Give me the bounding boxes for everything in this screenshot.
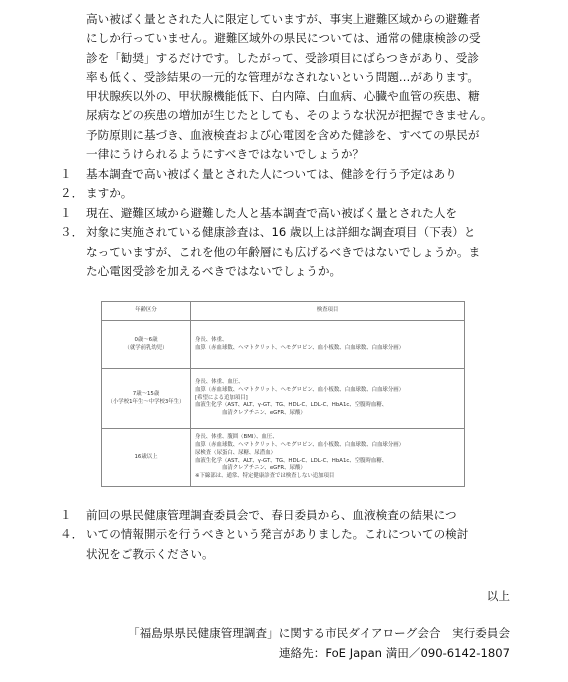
table-row (102, 369, 465, 429)
closing-mark: 以上 (486, 589, 510, 603)
contact-info: 連絡先：FoE Japan 満田／090-6142-1807 (278, 646, 510, 660)
exam-items-table (101, 301, 465, 487)
age-cell: 7歳〜15歳 （小学校1年生〜中学校3年生） (102, 369, 191, 429)
table-header-row (102, 302, 465, 321)
items-cell: 身長、体重、腹囲（BMI）、血圧、 血算（赤血球数、ヘマトクリット、ヘモグロビン、血小板数、白血球数、白血球分画） 尿検査（尿蛋白、尿糖、尿潜血） 血液生化学（AST、ALT、γ-GT、TG、HDL-C、LDL-C、HbA1c、空腹時血糖、 血清クレアチニン、eGFR、尿酸） ※下線部は、通常、特定健康診査では検査しない追加項目 (191, 429, 465, 487)
question-number: １４． (60, 508, 84, 542)
table-header-age: 年齢区分 (102, 302, 191, 321)
question-number: １３． (60, 206, 84, 240)
question-text: 現在、避難区域から避難した人と基本調査で高い被ばく量とされた人を 対象に実施されている健康診査は、16 歳以上は詳細な調査項目（下表）と なっていますが、これを他の年齢層にも広げるべきではないでしょうか。ま た心電図受診を加えるべきではないでしょうか。 (86, 206, 481, 278)
table-header-items: 検査項目 (191, 302, 465, 321)
question-text: 前回の県民健康管理調査委員会で、春日委員から、血液検査の結果につ いての情報開示を行うべきという発言がありました。これについての検討 状況をご教示ください。 (86, 508, 469, 561)
age-cell: 16歳以上 (102, 429, 191, 487)
items-cell: 身長、体重、血圧、 血算（赤血球数、ヘマトクリット、ヘモグロビン、血小板数、白血球数、白血球分画） [希望による追加項目] 血液生化学（AST、ALT、γ-GT、TG、HDL-C、LDL-C、HbA1c、空腹時血糖、 血清クレアチニン、eGFR、尿酸） (191, 369, 465, 429)
question-number: １２． (60, 167, 84, 201)
table-row (102, 321, 465, 369)
age-cell: 0歳〜6歳 （就学前乳幼児） (102, 321, 191, 369)
items-cell: 身長、体重、 血算（赤血球数、ヘマトクリット、ヘモグロビン、血小板数、白血球数、白血球分画） (191, 321, 465, 369)
organization-name: 「福島県県民健康管理調査」に関する市民ダイアローグ会合 実行委員会 (127, 626, 510, 640)
table-row (102, 429, 465, 487)
intro-paragraph: 高い被ばく量とされた人に限定していますが、事実上避難区域からの避難者 にしか行っていません。避難区域外の県民については、通常の健康検診の受 診を「勧奨」するだけです。したがって、受診項目にばらつきがあり、受診 率も低く、受診結果の一元的な管理がなされないという問題…があります。 甲状腺疾以外の、甲状腺機能低下、白内障、白血病、心臓や血管の疾患、糖 尿病などの疾患の増加が生じたとしても、そのような状況が把握できません。 予防原則に基づき、血液検査および心電図を含めた健診を、すべての県民が 一律にうけられるようにすべきではないでしょうか？ (86, 12, 493, 162)
question-text: 基本調査で高い被ばく量とされた人については、健診を行う予定はあり ますか。 (86, 167, 457, 201)
